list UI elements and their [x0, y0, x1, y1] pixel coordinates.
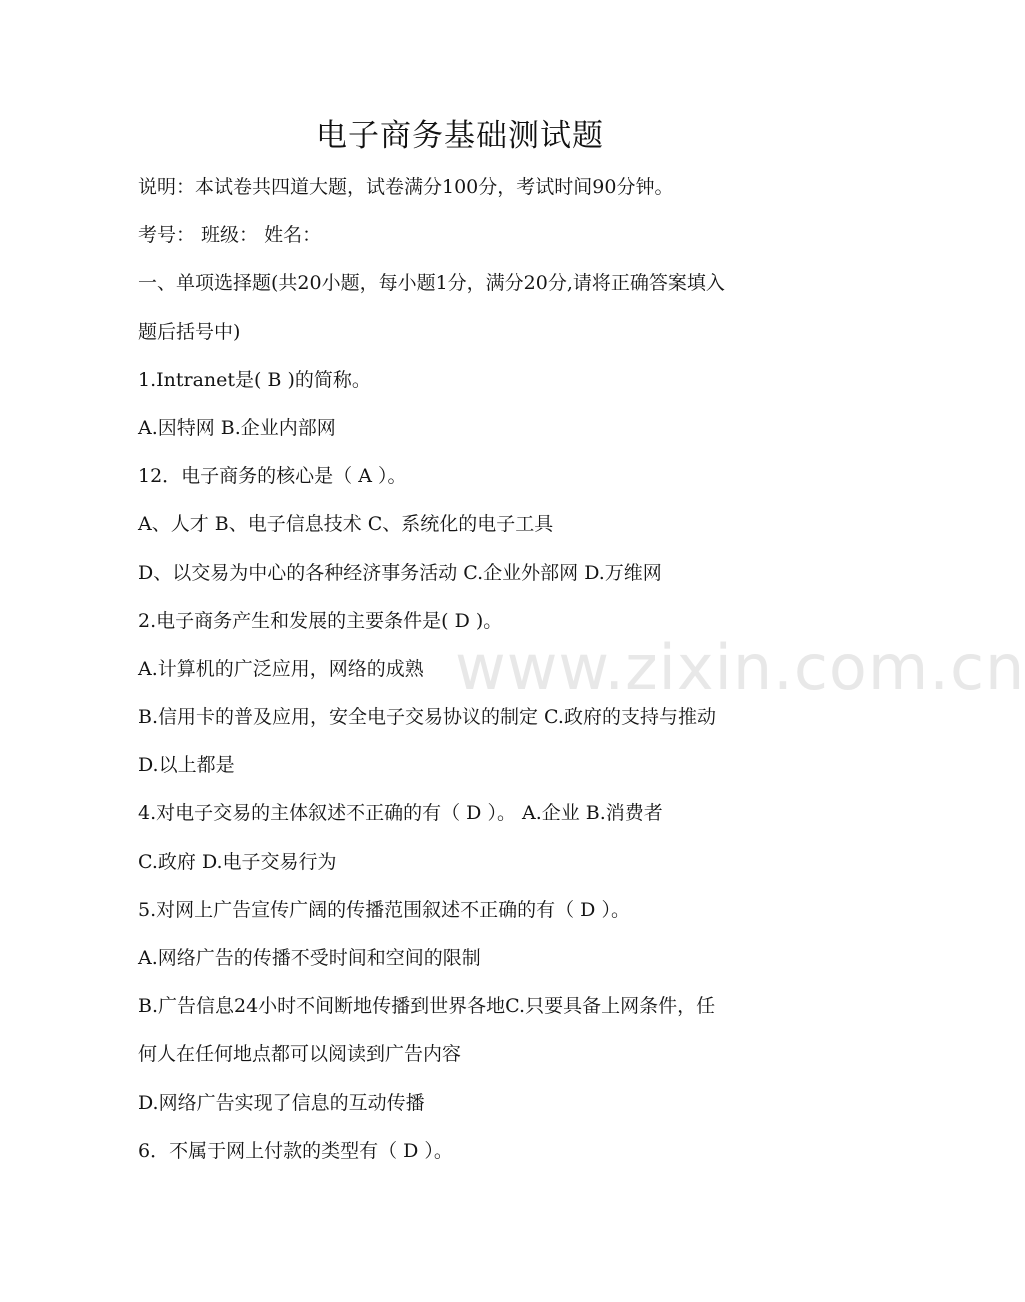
option-line: D、以交易为中心的各种经济事务活动 C.企业外部网 D.万维网 [138, 561, 662, 584]
question-line: 1.Intranet是( B )的简称。 [138, 368, 371, 391]
option-line: A.因特网 B.企业内部网 [138, 416, 336, 439]
instruction-line: 说明：本试卷共四道大题，试卷满分100分，考试时间90分钟。 [138, 176, 674, 198]
option-line: A.计算机的广泛应用，网络的成熟 [138, 657, 424, 680]
document-title: 电子商务基础测试题 [316, 118, 604, 154]
option-line: B.广告信息24小时不间断地传播到世界各地C.只要具备上网条件，任 [138, 995, 716, 1018]
option-line: 何人在任何地点都可以阅读到广告内容 [138, 1043, 462, 1066]
section-heading-line-1: 一、单项选择题(共20小题，每小题1分，满分20分,请将正确答案填入 [138, 272, 725, 295]
option-line: A.网络广告的传播不受时间和空间的限制 [138, 947, 481, 969]
student-info-line: 考号： 班级： 姓名： [138, 224, 322, 247]
question-line: 2.电子商务产生和发展的主要条件是( D )。 [138, 609, 503, 632]
option-line: C.政府 D.电子交易行为 [138, 850, 337, 873]
question-line: 6．不属于网上付款的类型有（ D ）。 [138, 1139, 453, 1162]
question-line: 4.对电子交易的主体叙述不正确的有（ D ）。 A.企业 B.消费者 [138, 802, 663, 825]
question-line: 12．电子商务的核心是（ A ）。 [138, 465, 407, 488]
option-line: A、人才 B、电子信息技术 C、系统化的电子工具 [138, 513, 554, 536]
option-line: D.网络广告实现了信息的互动传播 [138, 1091, 425, 1114]
option-line: B.信用卡的普及应用，安全电子交易协议的制定 C.政府的支持与推动 [138, 706, 716, 729]
section-heading-line-2: 题后括号中) [138, 320, 241, 343]
watermark: www.zixin.com.cn [455, 631, 1025, 704]
document-body [138, 163, 788, 1175]
option-line: D.以上都是 [138, 754, 235, 777]
question-line: 5.对网上广告宣传广阔的传播范围叙述不正确的有（ D ）。 [138, 898, 630, 921]
